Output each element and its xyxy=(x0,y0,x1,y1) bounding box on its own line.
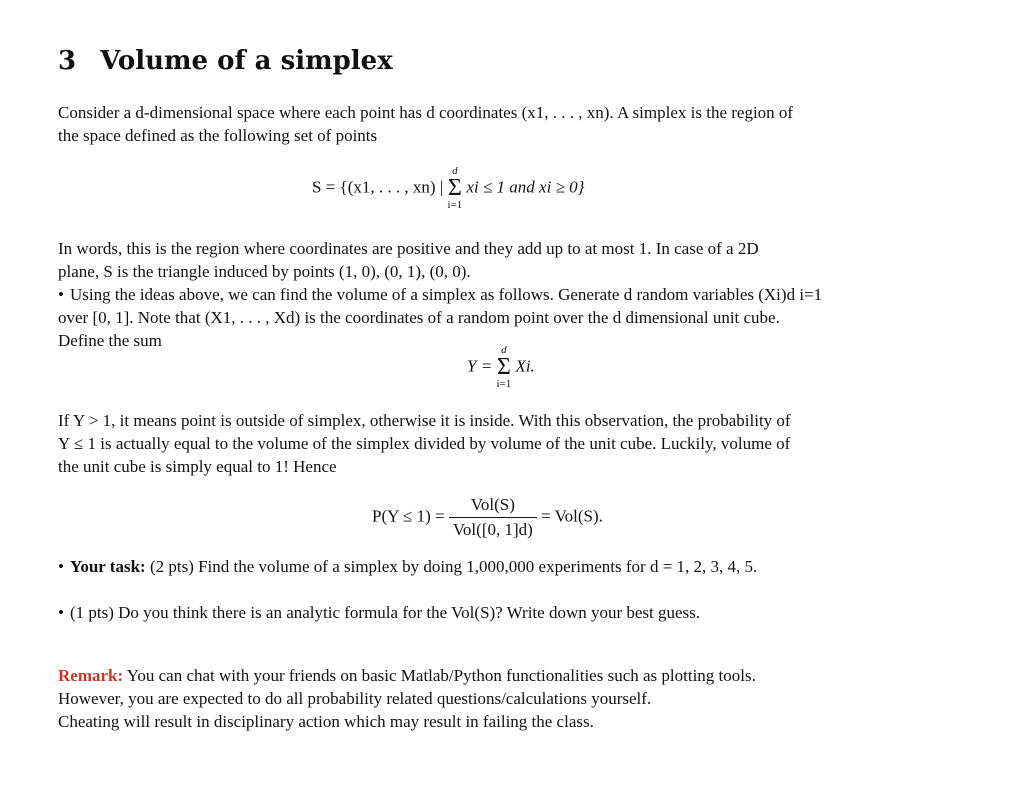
observation-line-3: the unit cube is simply equal to 1! Hence xyxy=(58,457,337,476)
probability-equation xyxy=(372,495,603,540)
bullet-icon: • xyxy=(58,557,64,576)
sum-equation xyxy=(467,345,535,390)
words-line-4: over [0, 1]. Note that (X1, . . . , Xd) is the coordinates of a random point over the d dimensional unit cube. xyxy=(58,308,780,327)
eq3-rhs: = Vol(S). xyxy=(541,506,603,526)
eq2-lhs: Y = xyxy=(467,356,493,376)
intro-line-2: the space defined as the following set of points xyxy=(58,126,378,145)
remark-line-2: However, you are expected to do all probability related questions/calculations yourself. xyxy=(58,689,652,708)
remark-line-3: Cheating will result in disciplinary action which may result in failing the class. xyxy=(58,712,594,731)
remark-text-1: You can chat with your friends on basic Matlab/Python functionalities such as plotting tools. xyxy=(126,666,756,685)
words-line-2: plane, S is the triangle induced by points (1, 0), (0, 1), (0, 0). xyxy=(58,262,471,281)
eq3-denominator: Vol([0, 1]d) xyxy=(452,520,533,539)
words-line-3: • Using the ideas above, we can find the volume of a simplex as follows. Generate d random variables (Xi)d i=1 xyxy=(58,285,823,304)
set-definition-equation xyxy=(312,166,584,211)
eq2-summation: d Σ i=1 xyxy=(496,344,512,390)
task-2 xyxy=(58,601,700,624)
eq1-body: xi ≤ 1 and xi ≥ 0} xyxy=(466,177,585,197)
eq1-summation: d Σ i=1 xyxy=(447,165,463,211)
words-line-1: In words, this is the region where coordinates are positive and they add up to at most 1. In case of a 2D xyxy=(58,239,759,258)
task-1 xyxy=(58,555,757,578)
eq2-body: Xi. xyxy=(515,356,535,376)
sigma-symbol: Σ xyxy=(447,175,462,201)
task-2-text: (1 pts) Do you think there is an analytic formula for the Vol(S)? Write down your best guess. xyxy=(69,603,701,622)
intro-line-1: Consider a d-dimensional space where each point has d coordinates (x1, . . . , xn). A simplex is the region of xyxy=(58,103,794,122)
eq3-numerator: Vol(S) xyxy=(449,495,537,518)
words-line-5: Define the sum xyxy=(58,331,162,350)
remark-label: Remark: xyxy=(58,666,124,685)
section-heading xyxy=(58,46,393,76)
section-number: 3 xyxy=(58,46,77,76)
eq3-lhs: P(Y ≤ 1) = xyxy=(372,506,445,526)
bullet-icon: • xyxy=(58,603,64,622)
task-1-text: (2 pts) Find the volume of a simplex by doing 1,000,000 experiments for d = 1, 2, 3, 4, 5. xyxy=(149,557,758,576)
remark-line-1 xyxy=(58,664,756,687)
section-title: Volume of a simplex xyxy=(100,46,393,76)
sigma-symbol: Σ xyxy=(496,354,511,380)
observation-line-2: Y ≤ 1 is actually equal to the volume of the simplex divided by volume of the unit cube. Luckily, volume of xyxy=(58,434,791,453)
bullet-icon: • xyxy=(58,285,64,304)
eq1-lhs: S = {(x1, . . . , xn) | xyxy=(312,177,444,197)
eq3-fraction xyxy=(449,495,537,540)
task-1-label: Your task: xyxy=(69,557,146,576)
observation-line-1: If Y > 1, it means point is outside of simplex, otherwise it is inside. With this observation, the probability of xyxy=(58,411,791,430)
